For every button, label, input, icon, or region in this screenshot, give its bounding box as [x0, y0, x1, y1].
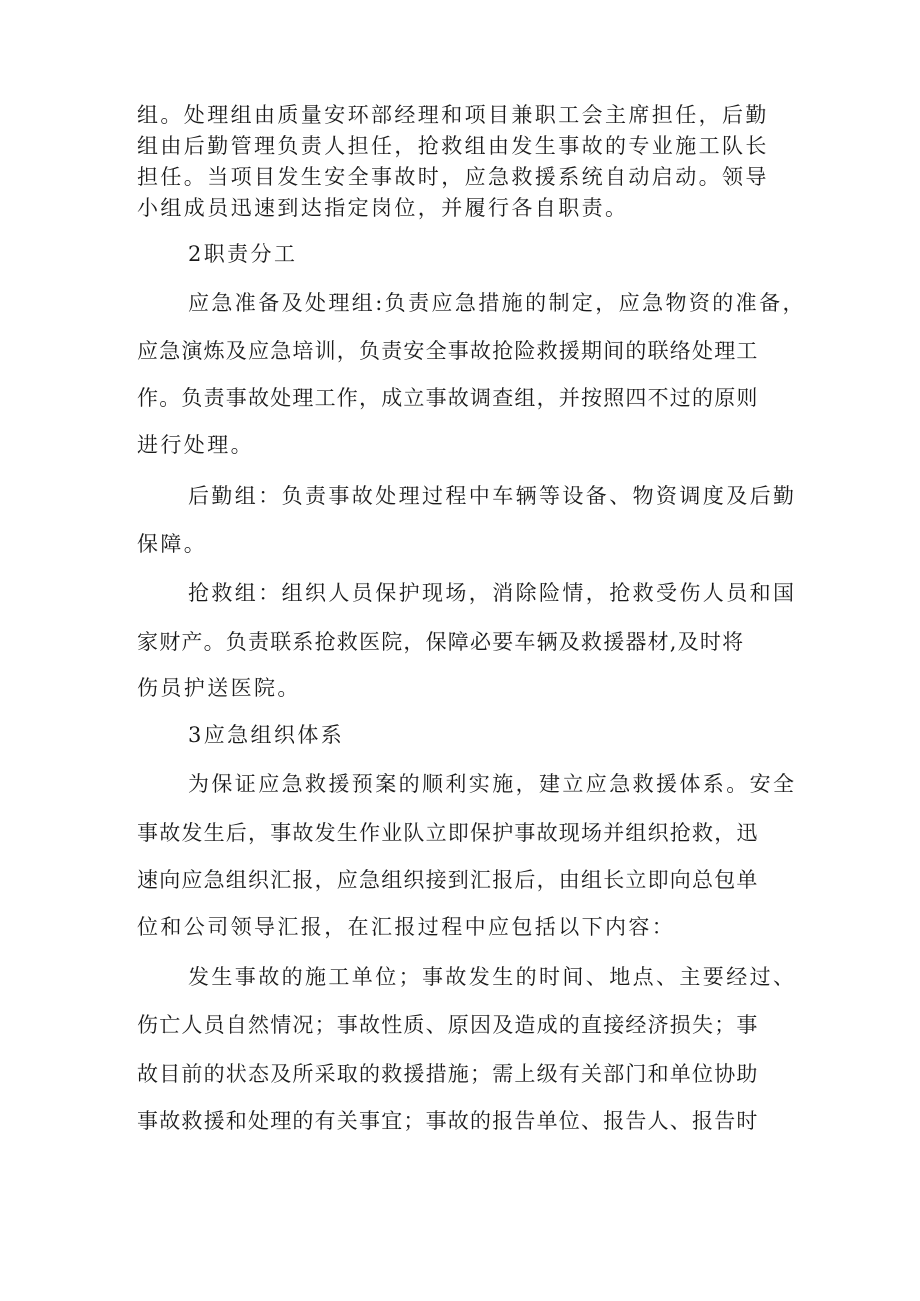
text-line: 发生事故的施工单位；事故发生的时间、地点、主要经过、 — [188, 965, 797, 989]
text-line: 速向应急组织汇报，应急组织接到汇报后，由组长立即向总包单 — [137, 868, 759, 892]
text-line: 伤亡人员自然情况；事故性质、原因及造成的直接经济损失；事 — [137, 1013, 759, 1037]
text-line: 应急准备及处理组:负责应急措施的制定，应急物资的准备， — [188, 291, 806, 315]
text-line: 后勤组：负责事故处理过程中车辆等设备、物资调度及后勤 — [188, 484, 797, 508]
text-line: 作。负责事故处理工作，成立事故调查组，并按照四不过的原则 — [137, 386, 759, 410]
text-line: 进行处理。 — [137, 433, 254, 457]
text-line: 组。处理组由质量安环部经理和项目兼职工会主席担任，后勤 — [137, 103, 769, 127]
text-line: 保障。 — [137, 532, 208, 556]
section-heading: 2职责分工 — [188, 242, 298, 266]
text-line: 伤员护送医院。 — [137, 676, 301, 700]
text-line: 事故发生后，事故发生作业队立即保护事故现场并组织抢救，迅 — [137, 821, 759, 845]
text-line: 为保证应急救援预案的顺利实施，建立应急救援体系。安全 — [188, 772, 797, 796]
text-line: 组由后勤管理负责人担任，抢救组由发生事故的专业施工队长 — [137, 134, 769, 158]
text-line: 位和公司领导汇报，在汇报过程中应包括以下内容： — [137, 915, 676, 939]
text-line: 抢救组：组织人员保护现场，消除险情，抢救受伤人员和国 — [188, 581, 797, 605]
text-line: 家财产。负责联系抢救医院，保障必要车辆及救援器材,及时将 — [137, 630, 745, 654]
text-line: 小组成员迅速到达指定岗位，并履行各自职责。 — [137, 196, 629, 220]
text-line: 事故救援和处理的有关事宜；事故的报告单位、报告人、报告时 — [137, 1109, 759, 1133]
section-heading: 3应急组织体系 — [188, 723, 345, 747]
text-line: 担任。当项目发生安全事故时，应急救援系统自动启动。领导 — [137, 165, 769, 189]
text-line: 应急演炼及应急培训，负责安全事故抢险救援期间的联络处理工 — [137, 339, 759, 363]
text-line: 故目前的状态及所采取的救援措施；需上级有关部门和单位协助 — [137, 1062, 759, 1086]
